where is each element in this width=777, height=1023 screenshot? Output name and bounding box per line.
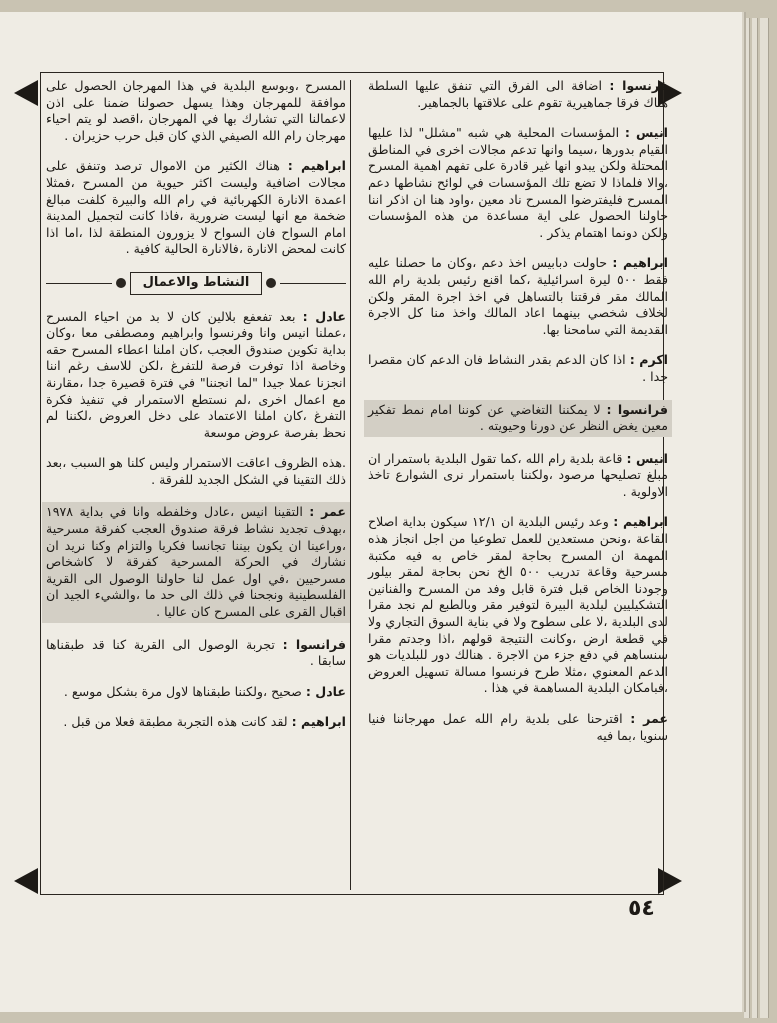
- page-edge: [760, 18, 769, 1018]
- dialogue-paragraph: انيس : المؤسسات المحلية هي شبه "مشلل" لذا عليها القيام بدورها ،سيما وانها تدعم مجالات اخرى في المناطق المحتلة ولكن يبدو انها غير قادرة على تفهم اهمية المسرح ،والا فلماذا لا تضع تلك المؤسسات في لوائح نشاطها دعم المسرح فليفترضوا المسرح ناد معين ،واود هنا ان اذكر اننا حاولنا الحصول على اية مساعدة من هذه المؤسسات ولكن دونما اهتمام يذكر .: [368, 125, 668, 240]
- dialogue-paragraph: فرانسوا : لا يمكننا التغاضي عن كوننا امام نمط تفكير معين يغض النظر عن دورنا وحيويته .: [364, 400, 672, 437]
- dialogue-paragraph: ابراهيم : لقد كانت هذه التجربة مطبقة فعلا من قبل .: [63, 714, 346, 730]
- dialogue-paragraph: فرانسوا : تجربة الوصول الى القرية كنا قد طبقناها سابقا .: [46, 636, 347, 669]
- section-heading-label: النشاط والاعمال: [130, 272, 263, 295]
- bullet-icon: [266, 278, 276, 288]
- page-edge: [752, 18, 758, 1018]
- bullet-icon: [116, 278, 126, 288]
- section-heading: [46, 272, 346, 295]
- arrow-marker-bottom-left: [14, 868, 38, 894]
- dialogue-paragraph: عمر : التقينا انيس ،عادل وخلفطه وانا في بداية ١٩٧٨ ،بهدف تجديد نشاط فرقة صندوق العجب كفرقة مسرحية ،وراعينا ان يكون بيننا تجانسا فكريا والتزام وكنا نريد ان نشارك في الحركة المسرحية كفرقة لا كاشخاص مسرحيين ،في اول عمل لنا حاولنا الوصول الى القرية الفلسطينية ونجحنا في ذلك الى حد ما ،والشيء الجيد ان اقبال القرى على المسرح كان عاليا .: [42, 502, 350, 622]
- arrow-marker-top-left: [14, 80, 38, 106]
- page-number: ٥٤: [628, 896, 655, 921]
- dialogue-paragraph: ابراهيم : حاولت دبابيس اخذ دعم ،وكان ما حصلنا عليه فقط ٥٠٠ ليرة اسرائيلية ،كما اقنع رئيس بلدية رام الله المالك مقر فرقتنا بالتساهل في اخذ اجرة المقر ولكن لخلاف شخصي بينهما اعاد المالك واخذ منا كل الاجرة القديمة التي سامحنا بها.: [368, 255, 668, 337]
- dialogue-paragraph: انيس : قاعة بلدية رام الله ،كما تقول البلدية باستمرار ان مبلغ تصليحها مرصود ،ولكننا باستمرار نرى الشوارع تاخذ الاولوية .: [368, 450, 668, 499]
- dialogue-paragraph: اكرم : اذا كان الدعم بقدر النشاط فان الدعم كان مقصرا جدا .: [368, 352, 668, 384]
- heading-rule: [280, 283, 346, 284]
- dialogue-paragraph: عمر : اقترحنا على بلدية رام الله عمل مهرجاننا فنيا سنويا ،بما فيه: [368, 711, 668, 743]
- dialogue-paragraph: ابراهيم : هناك الكثير من الاموال ترصد وتنفق على مجالات اضافية وليست اكثر حيوية من المسرح ،فمثلا اعمدة الانارة الكهربائية في رام الله والبيرة كلفت مبالغ ضخمة مع انها ليست ضرورية ،فاذا كانت لتجميل المدينة امام السواح فان السواح لا يزورون المنطقة لذا ،اما اذا كانت لمحض الانارة ،فالانارة الحالية كافية .: [46, 158, 346, 257]
- dialogue-paragraph: ابراهيم : وعد رئيس البلدية ان ١٢/١ سيكون بداية اصلاح القاعة ،ونحن مستعدين للعمل تطوعيا من اجل انجاز هذه المهمة ان المسرح بحاجة لمقر خاص به فيه مكتبة مسرحية وقاعة تدريب ٥٠٠ الخ نحن بحاجة لمقر بيلور وجودنا الخاص قبل فترة قابل وفد من المسرح والفنانين التشكيليين لبلدية البيرة لتوفير مقر وبالطبع لم نجد مقرا لدى البلدية ،لا على سطوح ولا في بناية السوق التجاري ولا في قطعة ارض ،وكانت النتيجة قولهم ،اذا وجدتم مقرا سنساهم في دفع جزء من الاجرة . هنالك دور للبلديات هو الدعم المعنوي ،مثلا طرح فرنسوا مسالة تسهيل العروض ،فبامكان البلدية المساهمة في هذا .: [368, 514, 668, 696]
- dialogue-paragraph: فرنسوا : اضافة الى الفرق التي تنفق عليها السلطة هناك فرقا جماهيرية تقوم على علاقتها بالجماهير.: [368, 78, 668, 110]
- page-edge: [744, 18, 750, 1018]
- dialogue-paragraph: .هذه الظروف اعاقت الاستمرار وليس كلنا هو السبب ،بعد ذلك التقينا في الشكل الجديد للفرقة .: [46, 455, 346, 487]
- right-column: [368, 78, 668, 758]
- heading-rule: [46, 283, 112, 284]
- dialogue-paragraph: عادل : صحيح ،ولكننا طبقناها لاول مرة بشكل موسع .: [63, 683, 346, 699]
- left-column: [46, 78, 346, 745]
- dialogue-paragraph: عادل : بعد تفعفع بلالين كان لا بد من احياء المسرح ،عملنا انيس وانا وفرنسوا وابراهيم ومصطفى معا ،وكان بداية تكوين صندوق العجب ،كان املنا اعطاء المسرح حقه وخاصة اذا توفرت فرصة للتفرغ ،لكن للاسف رغم اننا انجزنا عملا جيدا "لما انجننا" في فترة قصيرة جدا ،مقارنة مع اعمال اخرى ،لم نستطع الاستمرار في تنفيذ فكرة التفرغ ،كان املنا الاعتماد على دخل العروض ،لكننا لم نحظ بفرصة عروض موسعة: [46, 308, 346, 440]
- column-divider: [350, 80, 351, 890]
- dialogue-paragraph: المسرح ،وبوسع البلدية في هذا المهرجان الحصول على موافقة للمهرجان وهذا يسهل حصولنا ضمنا على اذن لاعمالنا التي تشارك بها في المهرجان ،اقصد لو يتم احياء مهرجان رام الله الصيفي الذي كان قبل حرب حزيران .: [46, 78, 346, 143]
